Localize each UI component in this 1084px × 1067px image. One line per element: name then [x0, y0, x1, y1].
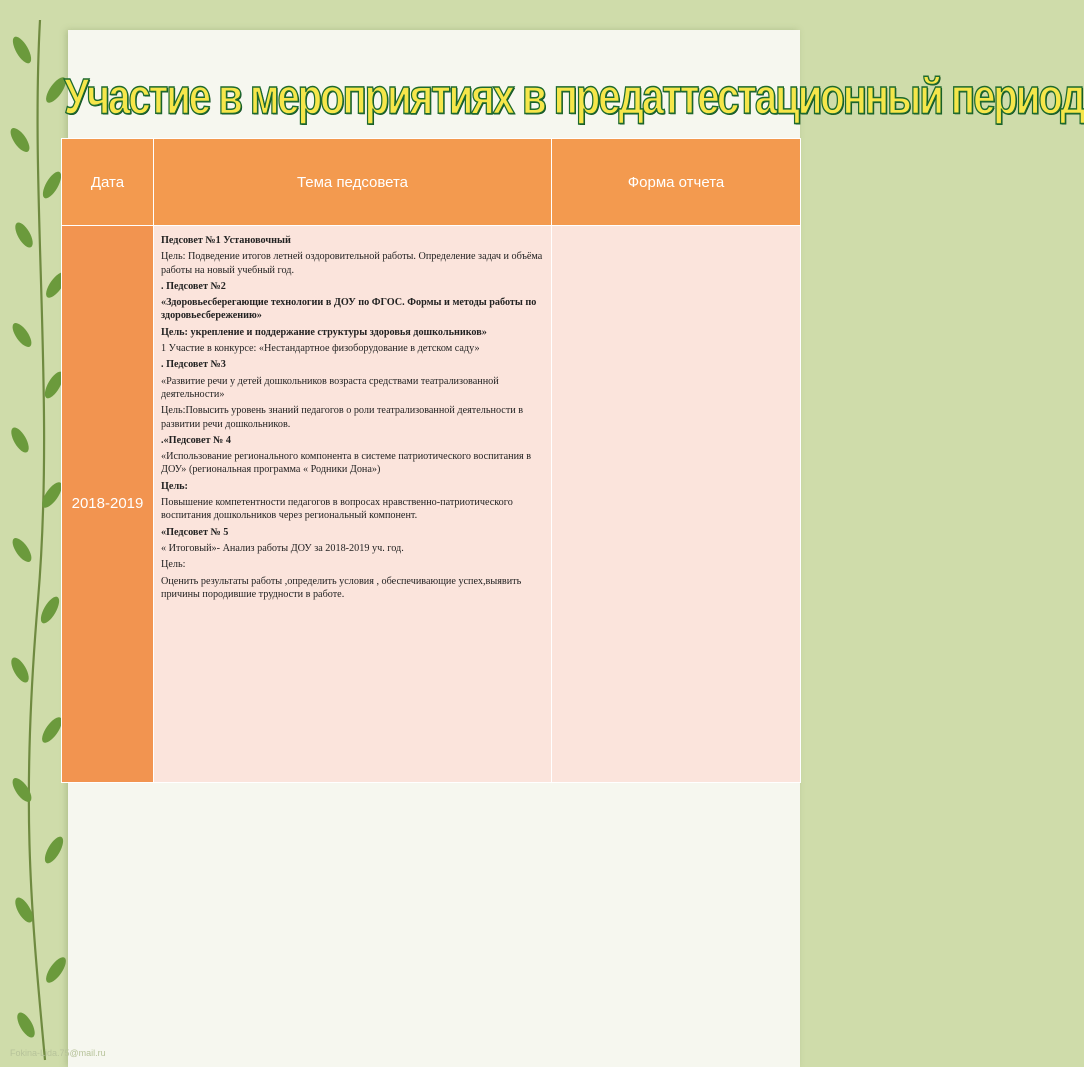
topic-line: «Развитие речи у детей дошкольников возраста средствами театрализованной деятельности» [161, 375, 499, 400]
topic-line: Педсовет №1 Установочный [161, 235, 291, 246]
table-header-row [62, 139, 801, 226]
date-cell: 2018-2019 [62, 226, 154, 783]
topic-line: Цель:Повысить уровень знаний педагогов о роли театрализованной деятельности в развитии речи дошкольников. [161, 405, 524, 430]
topic-line: Цель: укрепление и поддержание структуры здоровья дошкольников» [161, 326, 487, 338]
header-report-form: Форма отчета [552, 139, 801, 226]
table-row [62, 226, 801, 783]
topic-line: Цель: [161, 480, 188, 492]
topic-cell [154, 226, 552, 783]
topic-line: Повышение компетентности педагогов в вопросах нравственно-патриотического воспитания дошкольников через региональный компонент. [161, 497, 513, 522]
page-title: Участие в мероприятиях в предаттестационный период [64, 69, 1084, 125]
topic-line: Цель: Подведение итогов летней оздоровительной работы. Определение задач и объёма работы на новый учебный год. [161, 251, 543, 276]
events-table [61, 138, 801, 783]
header-date: Дата [62, 139, 154, 226]
header-topic: Тема педсовета [154, 139, 552, 226]
topic-line: . Педсовет №3 [161, 359, 226, 371]
report-form-cell [552, 226, 801, 783]
topic-line: . Педсовет №2 [161, 280, 226, 292]
topic-line: «Использование регионального компонента в системе патриотического воспитания в ДОУ» (региональная программа « Родники Дона») [161, 451, 532, 476]
topic-line: 1 Участие в конкурсе: «Нестандартное физоборудование в детском саду» [161, 343, 480, 355]
topic-line: «Педсовет № 5 [161, 526, 229, 538]
topic-line: «Здоровьесберегающие технологии в ДОУ по ФГОС. Формы и методы работы по здоровьесбережению» [161, 297, 537, 322]
footer-watermark: Fokina-Lida.75@mail.ru [10, 1048, 106, 1058]
topic-line: Цель: [161, 559, 186, 571]
topic-line: « Итоговый»- Анализ работы ДОУ за 2018-2019 уч. год. [161, 542, 404, 554]
topic-line: .«Педсовет № 4 [161, 434, 231, 446]
topic-line: Оценить результаты работы ,определить условия , обеспечивающие успех,выявить причины породившие трудности в работе. [161, 575, 522, 600]
